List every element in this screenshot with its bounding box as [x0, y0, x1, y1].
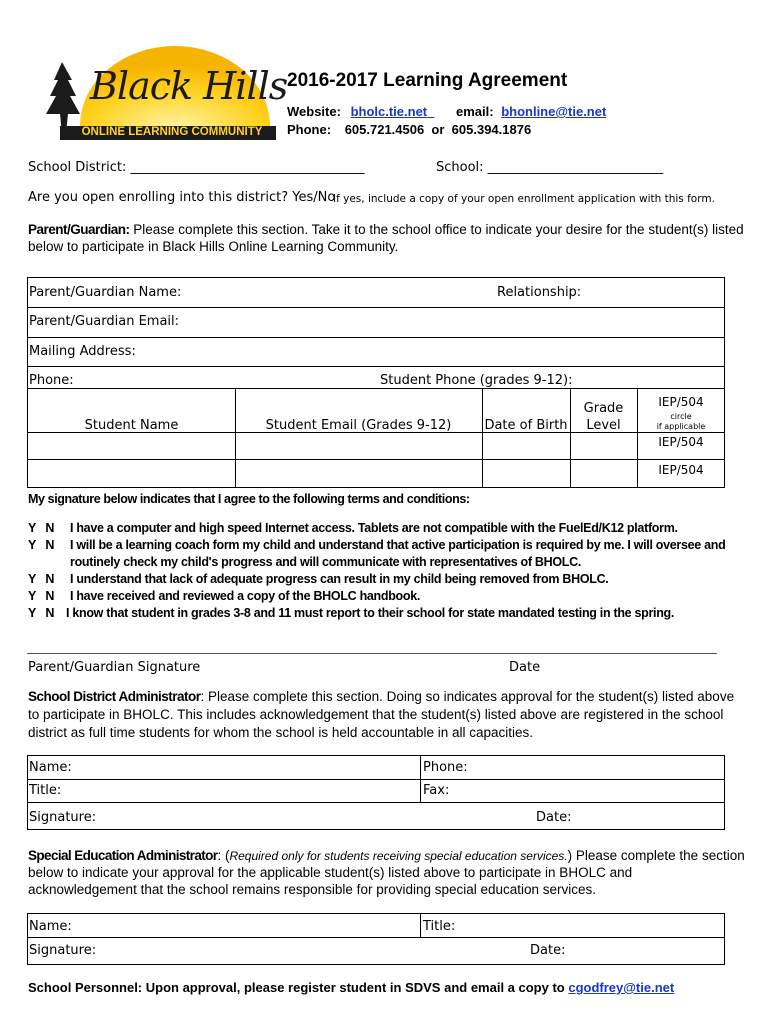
school-district-field[interactable]: School District: ____________________________________	[28, 160, 365, 175]
parent-signature-line[interactable]	[27, 653, 717, 654]
yn-choice[interactable]: Y N	[28, 538, 55, 552]
sped-admin-label: Special Education Administrator	[28, 848, 218, 863]
term-text: I understand that lack of adequate progress can result in my child being removed from BHOLC.	[70, 572, 609, 586]
phone-label: Phone:	[29, 373, 74, 388]
col-dob: Date of Birth	[484, 418, 568, 433]
district-admin-line2: to participate in BHOLC. This includes acknowledgement that the student(s) listed above are registered in the school	[28, 707, 724, 722]
open-enroll-question: Are you open enrolling into this district? Yes/No	[28, 190, 336, 205]
sped-admin-intro: Special Education Administrator: (Required only for students receiving special education services.) Please complete the section	[28, 848, 745, 863]
parent-intro	[28, 222, 744, 237]
term-item[interactable]	[28, 589, 421, 603]
parent-name-label: Parent/Guardian Name:	[29, 285, 182, 300]
form-title: 2016-2017 Learning Agreement	[287, 70, 568, 91]
col-grade: Grade	[583, 401, 624, 416]
term-item[interactable]	[28, 572, 609, 586]
col-student-email: Student Email (Grades 9-12)	[265, 418, 452, 433]
terms-heading: My signature below indicates that I agree to the following terms and conditions:	[28, 492, 470, 506]
footer-email-link[interactable]: cgodfrey@tie.net	[568, 980, 675, 995]
term-item-continued	[28, 555, 582, 569]
parent-table	[27, 277, 725, 488]
district-name-field[interactable]: Name:	[29, 760, 72, 775]
yn-choice[interactable]: Y N	[28, 606, 55, 620]
logo-wordmark: Black Hills	[90, 64, 288, 108]
parent-intro-label: Parent/Guardian:	[28, 222, 130, 237]
term-item[interactable]	[28, 606, 675, 620]
iep-option-row1[interactable]: IEP/504	[658, 435, 704, 449]
parent-intro-line1: Please complete this section. Take it to the school office to indicate your desire for the student(s) listed	[129, 222, 744, 237]
district-admin-table	[27, 755, 725, 830]
yn-choice[interactable]: Y N	[28, 572, 55, 586]
sped-signature-field[interactable]: Signature:	[29, 943, 97, 958]
term-text: I will be a learning coach form my child and understand that active participation is required by me. I will oversee and	[70, 538, 726, 552]
term-text: I know that student in grades 3-8 and 11 must report to their school for state mandated testing in the spring.	[66, 606, 675, 620]
sped-admin-line3: acknowledgement that the school remains responsible for providing special education services.	[28, 882, 597, 897]
sped-admin-note: Required only for students receiving special education services.	[229, 849, 568, 863]
sped-name-field[interactable]: Name:	[29, 919, 72, 934]
term-item[interactable]	[28, 521, 678, 535]
yn-choice[interactable]: Y N	[28, 521, 55, 535]
term-text: routinely check my child's progress and will communicate with representatives of BHOLC.	[70, 555, 582, 569]
parent-intro-line2: below to participate in Black Hills Online Learning Community.	[28, 239, 399, 254]
phone-numbers: 605.721.4506 or 605.394.1876	[344, 122, 532, 137]
col-iep-circle: circle	[670, 412, 692, 421]
district-admin-line3: district as full time students for whom the school is held accountable in all capacities.	[28, 725, 533, 740]
district-phone-field[interactable]: Phone:	[423, 760, 468, 775]
parent-signature-label: Parent/Guardian Signature	[28, 660, 201, 675]
col-level: Level	[586, 418, 621, 433]
parent-email-label: Parent/Guardian Email:	[29, 314, 180, 329]
parent-date-label: Date	[509, 660, 541, 675]
district-title-field[interactable]: Title:	[29, 783, 62, 798]
term-text: I have received and reviewed a copy of the BHOLC handbook.	[70, 589, 421, 603]
pine-tree-icon	[46, 62, 80, 134]
sped-admin-line2: below to indicate your approval for the applicable student(s) listed above to participate in BHOLC and	[28, 865, 633, 880]
logo	[40, 40, 288, 140]
student-phone-label: Student Phone (grades 9-12):	[380, 373, 573, 388]
term-item[interactable]	[28, 538, 726, 552]
email-label: email:	[455, 104, 494, 119]
sped-title-field[interactable]: Title:	[423, 919, 456, 934]
term-text: I have a computer and high speed Internet access. Tablets are not compatible with the FuelEd/K12 platform.	[70, 521, 678, 535]
website-link[interactable]: bholc.tie.net	[350, 104, 428, 119]
logo-subtitle: ONLINE LEARNING COMMUNITY	[81, 126, 263, 138]
district-admin-label: School District Administrator	[28, 689, 201, 704]
email-link[interactable]: bhonline@tie.net	[501, 104, 607, 119]
col-iep-applicable: if applicable	[656, 422, 706, 431]
phone-label: Phone:	[287, 122, 332, 137]
website-line	[287, 104, 606, 119]
sped-admin-table	[27, 913, 725, 965]
school-field[interactable]: School: ___________________________	[436, 160, 664, 175]
yn-choice[interactable]: Y N	[28, 589, 55, 603]
col-iep: IEP/504	[658, 395, 704, 409]
mailing-address-label: Mailing Address:	[29, 344, 136, 359]
phone-line	[287, 122, 531, 137]
website-label: Website:	[287, 104, 341, 119]
relationship-label: Relationship:	[497, 285, 582, 300]
district-signature-field[interactable]: Signature:	[29, 810, 97, 825]
district-fax-field[interactable]: Fax:	[423, 783, 450, 798]
sped-date-field[interactable]: Date:	[530, 943, 566, 958]
district-admin-intro: School District Administrator: Please complete this section. Doing so indicates approval for the student(s) listed above	[28, 689, 735, 704]
footer-note: School Personnel: Upon approval, please register student in SDVS and email a copy to cgodfrey@tie.net	[28, 980, 675, 995]
iep-option-row2[interactable]: IEP/504	[658, 463, 704, 477]
col-student-name: Student Name	[84, 418, 179, 433]
open-enroll-note: If yes, include a copy of your open enrollment application with this form.	[333, 193, 715, 205]
district-date-field[interactable]: Date:	[536, 810, 572, 825]
